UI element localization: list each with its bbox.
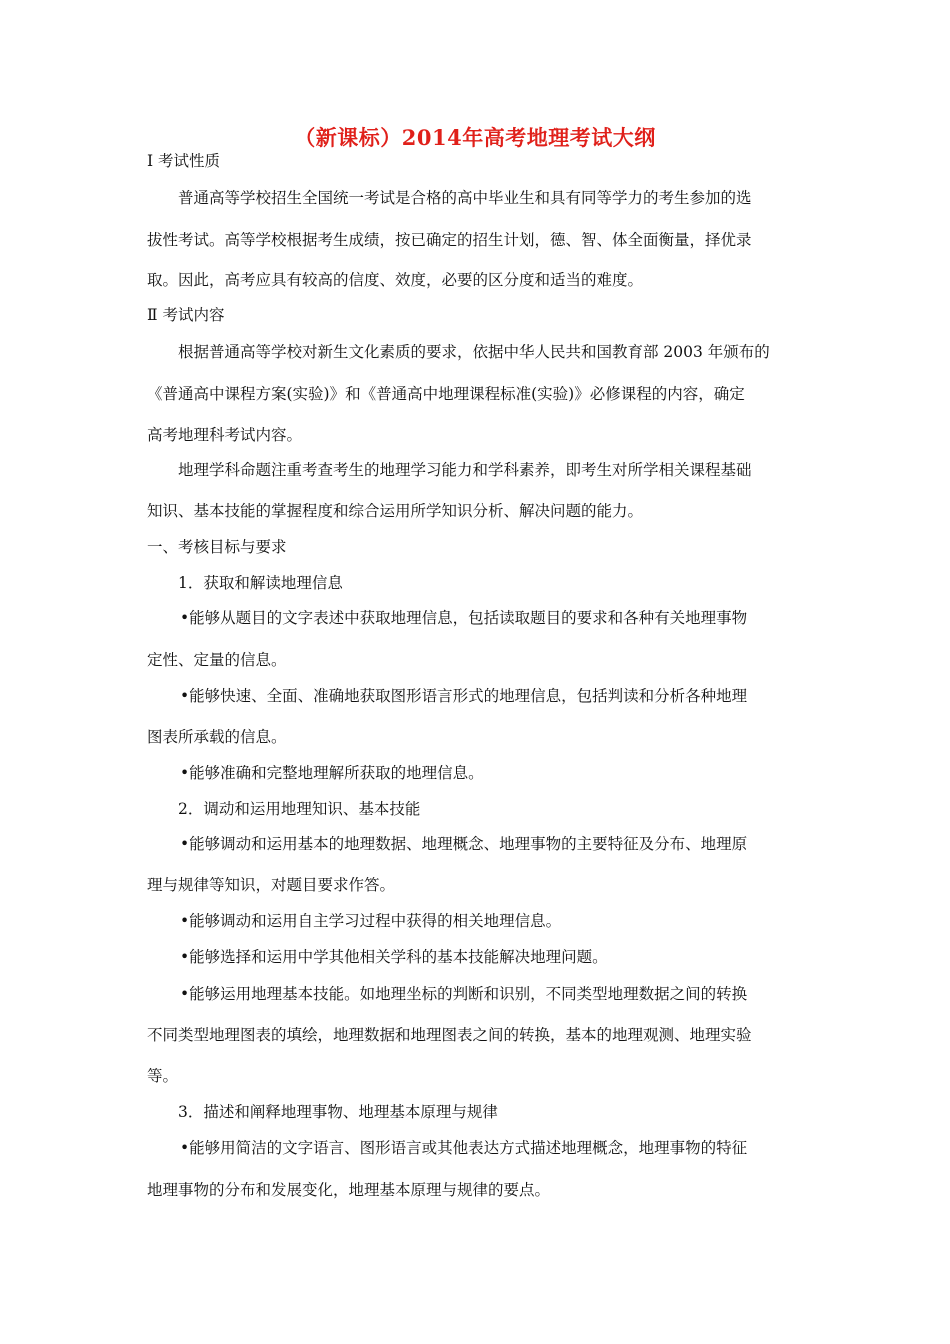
paragraph-line: 图表所承载的信息。 <box>147 728 287 746</box>
paragraph-line: 拔性考试。高等学校根据考生成绩，按已确定的招生计划，德、智、体全面衡量，择优录 <box>147 231 752 249</box>
bullet-line: •能够选择和运用中学其他相关学科的基本技能解决地理问题。 <box>180 948 608 966</box>
bullet-line: •能够调动和运用自主学习过程中获得的相关地理信息。 <box>180 912 562 930</box>
section-heading: Ⅱ 考试内容 <box>147 306 225 324</box>
item-heading: 3．描述和阐释地理事物、地理基本原理与规律 <box>178 1103 498 1121</box>
paragraph-line: 地理学科命题注重考查考生的地理学习能力和学科素养，即考生对所学相关课程基础 <box>178 461 752 479</box>
item-heading: 2．调动和运用地理知识、基本技能 <box>178 800 421 818</box>
subsection-heading: 一、考核目标与要求 <box>147 538 287 556</box>
paragraph-line: 知识、基本技能的掌握程度和综合运用所学知识分析、解决问题的能力。 <box>147 502 644 520</box>
paragraph-line: 不同类型地理图表的填绘，地理数据和地理图表之间的转换，基本的地理观测、地理实验 <box>147 1026 752 1044</box>
bullet-line: •能够准确和完整地理解所获取的地理信息。 <box>180 764 484 782</box>
paragraph-line: 定性、定量的信息。 <box>147 651 287 669</box>
bullet-line: •能够调动和运用基本的地理数据、地理概念、地理事物的主要特征及分布、地理原 <box>180 835 748 853</box>
paragraph-line: 普通高等学校招生全国统一考试是合格的高中毕业生和具有同等学力的考生参加的选 <box>178 189 752 207</box>
bullet-line: •能够快速、全面、准确地获取图形语言形式的地理信息，包括判读和分析各种地理 <box>180 687 748 705</box>
bullet-line: •能够用简洁的文字语言、图形语言或其他表达方式描述地理概念，地理事物的特征 <box>180 1139 748 1157</box>
section-heading: Ⅰ 考试性质 <box>147 152 221 170</box>
paragraph-line: 地理事物的分布和发展变化，地理基本原理与规律的要点。 <box>147 1181 551 1199</box>
paragraph-line: 理与规律等知识，对题目要求作答。 <box>147 876 396 894</box>
bullet-line: •能够从题目的文字表述中获取地理信息，包括读取题目的要求和各种有关地理事物 <box>180 609 748 627</box>
paragraph-line: 等。 <box>147 1067 179 1085</box>
item-heading: 1．获取和解读地理信息 <box>178 574 343 592</box>
paragraph-line: 取。因此，高考应具有较高的信度、效度，必要的区分度和适当的难度。 <box>147 271 644 289</box>
paragraph-line: 根据普通高等学校对新生文化素质的要求，依据中华人民共和国教育部 2003 年颁布的 <box>178 343 770 361</box>
paragraph-line: 高考地理科考试内容。 <box>147 426 303 444</box>
document-title: （新课标）2014年高考地理考试大纲 <box>294 125 656 150</box>
paragraph-line: 《普通高中课程方案(实验)》和《普通高中地理课程标准(实验)》必修课程的内容，确定 <box>147 385 745 403</box>
bullet-line: •能够运用地理基本技能。如地理坐标的判断和识别，不同类型地理数据之间的转换 <box>180 985 748 1003</box>
